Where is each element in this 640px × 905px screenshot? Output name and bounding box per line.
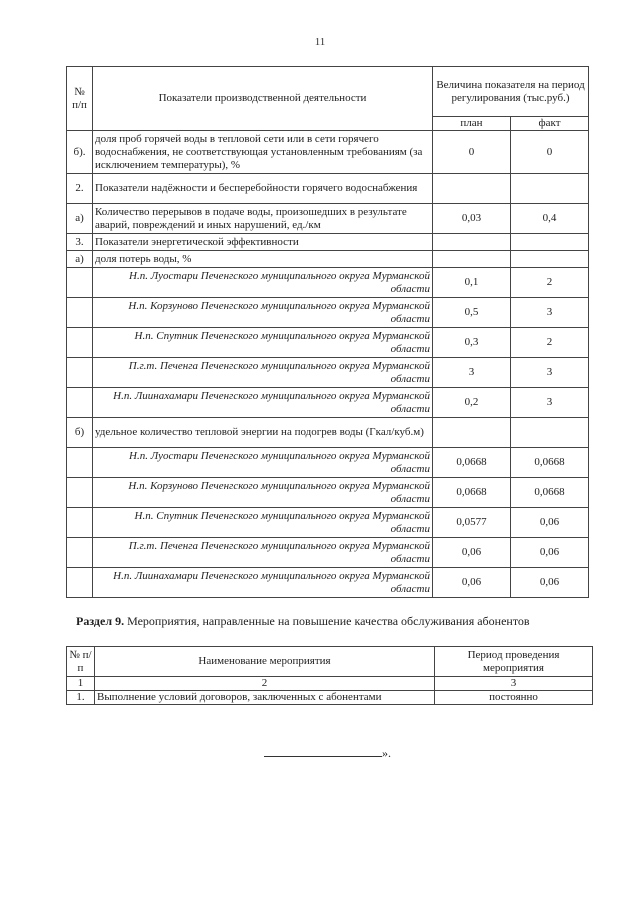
fact-value: 3 [511,388,589,418]
indicators-table [66,66,589,598]
plan-value [433,234,511,251]
fact-value: 3 [511,358,589,388]
header-period: Период проведения мероприятия [435,647,593,677]
fact-value: 2 [511,328,589,358]
indicator-name: доля потерь воды, % [93,251,433,268]
settlement-row [67,538,589,568]
indicator-name: Н.п. Луостари Печенгского муниципального округа Мурманской области [93,268,433,298]
indicator-name: Показатели надёжности и бесперебойности горячего водоснабжения [93,174,433,204]
measure-period: постоянно [435,691,593,705]
indicator-row [67,234,589,251]
settlement-row [67,478,589,508]
fact-value: 0,0668 [511,448,589,478]
plan-value: 0,03 [433,204,511,234]
row-number [67,508,93,538]
plan-value: 0,0577 [433,508,511,538]
plan-value: 0,06 [433,538,511,568]
section-9-title: Мероприятия, направленные на повышение качества обслуживания абонентов [127,614,530,628]
plan-value: 0,0668 [433,448,511,478]
fact-value: 0,4 [511,204,589,234]
indicator-name: Н.п. Лиинахамари Печенгского муниципального округа Мурманской области [93,568,433,598]
fact-value: 3 [511,298,589,328]
measure-name: Выполнение условий договоров, заключенных с абонентами [95,691,435,705]
row-number: б) [67,418,93,448]
indicator-name: П.г.т. Печенга Печенгского муниципального округа Мурманской области [93,538,433,568]
plan-value [433,174,511,204]
fact-value: 2 [511,268,589,298]
settlement-row [67,328,589,358]
fact-value: 0,06 [511,508,589,538]
index-cell: 3 [435,677,593,691]
row-number [67,328,93,358]
row-number: а) [67,251,93,268]
fact-value: 0,06 [511,568,589,598]
indicator-name: Н.п. Спутник Печенгского муниципального округа Мурманской области [93,508,433,538]
fact-value: 0,0668 [511,478,589,508]
header-indicator: Показатели производственной деятельности [93,67,433,131]
plan-value: 0,3 [433,328,511,358]
plan-value [433,251,511,268]
fact-value: 0 [511,131,589,174]
settlement-row [67,298,589,328]
indicator-name: доля проб горячей воды в тепловой сети или в сети горячего водоснабжения, не соответствующая установленным требованиям (за исключением температуры), % [93,131,433,174]
settlement-row [67,388,589,418]
plan-value: 0,2 [433,388,511,418]
signature-blank [264,746,382,757]
settlement-row [67,358,589,388]
index-cell: 1 [67,677,95,691]
indicator-name: удельное количество тепловой энергии на подогрев воды (Гкал/куб.м) [93,418,433,448]
row-number [67,568,93,598]
section-9-label: Раздел 9. [76,614,125,628]
fact-value: 0,06 [511,538,589,568]
plan-value [433,418,511,448]
page-number: 11 [314,36,326,48]
plan-value: 0,06 [433,568,511,598]
indicator-name: Показатели энергетической эффективности [93,234,433,251]
settlement-row [67,448,589,478]
indicator-name: Количество перерывов в подаче воды, произошедших в результате аварий, повреждений и иных нарушений, ед./км [93,204,433,234]
indicator-row [67,204,589,234]
indicator-name: Н.п. Корзуново Печенгского муниципального округа Мурманской области [93,478,433,508]
indicator-row [67,131,589,174]
header-num: № п/п [67,67,93,131]
indicator-row [67,174,589,204]
plan-value: 3 [433,358,511,388]
plan-value: 0 [433,131,511,174]
indicator-row [67,418,589,448]
row-number: 1. [67,691,95,705]
indicator-name: Н.п. Корзуново Печенгского муниципального округа Мурманской области [93,298,433,328]
plan-value: 0,5 [433,298,511,328]
row-number [67,388,93,418]
row-number [67,478,93,508]
settlement-row [67,268,589,298]
indicator-name: П.г.т. Печенга Печенгского муниципального округа Мурманской области [93,358,433,388]
header-fact: факт [511,117,589,131]
row-number: 2. [67,174,93,204]
indicator-row [67,251,589,268]
indicator-name: Н.п. Луостари Печенгского муниципального округа Мурманской области [93,448,433,478]
indicator-name: Н.п. Лиинахамари Печенгского муниципального округа Мурманской области [93,388,433,418]
closing-line [264,746,391,761]
measure-row [67,691,593,705]
fact-value [511,234,589,251]
fact-value [511,418,589,448]
plan-value: 0,0668 [433,478,511,508]
settlement-row [67,508,589,538]
header-plan: план [433,117,511,131]
row-number [67,448,93,478]
row-number [67,268,93,298]
indicator-name: Н.п. Спутник Печенгского муниципального округа Мурманской области [93,328,433,358]
row-number: а) [67,204,93,234]
fact-value [511,174,589,204]
row-number [67,298,93,328]
measures-table [66,646,593,705]
row-number [67,538,93,568]
settlement-row [67,568,589,598]
header-value: Величина показателя на период регулирования (тыс.руб.) [433,67,589,117]
plan-value: 0,1 [433,268,511,298]
header-num: № п/п [67,647,95,677]
row-number [67,358,93,388]
closing-quote: ». [382,746,391,760]
fact-value [511,251,589,268]
index-cell: 2 [95,677,435,691]
section-9-heading [76,614,616,629]
header-name: Наименование мероприятия [95,647,435,677]
row-number: б). [67,131,93,174]
row-number: 3. [67,234,93,251]
